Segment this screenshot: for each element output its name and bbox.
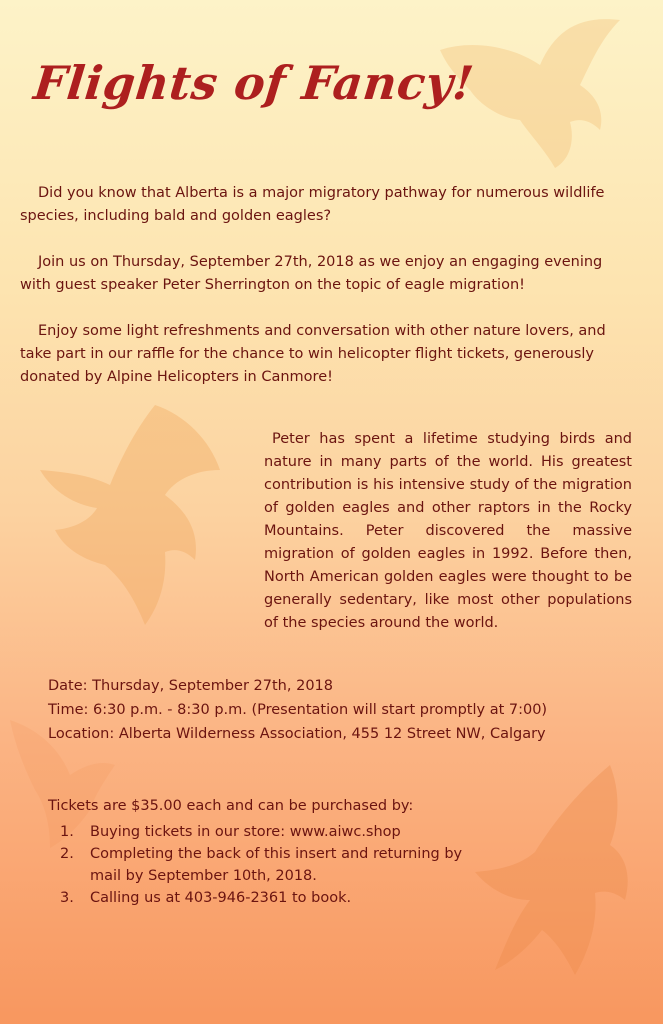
- intro-paragraph-event: Join us on Thursday, September 27th, 2018 as we enjoy an engaging evening with guest speaker Peter Sherrington on the topic of eagle migration!: [20, 254, 603, 293]
- list-number: 3.: [60, 890, 74, 906]
- eagle-silhouette-middle-icon: [35, 400, 235, 630]
- page-title: Flights of Fancy!: [31, 56, 477, 110]
- tickets-intro: Tickets are $35.00 each and can be purchased by:: [48, 798, 414, 814]
- intro-paragraph-migration: Did you know that Alberta is a major migratory pathway for numerous wildlife species, including bald and golden eagles?: [20, 185, 605, 224]
- tickets-section: [48, 794, 488, 909]
- list-item: [48, 887, 488, 909]
- list-item: [48, 821, 488, 843]
- ticket-options-list: [48, 821, 488, 909]
- list-text: Buying tickets in our store: www.aiwc.shop: [90, 824, 401, 840]
- event-time: Time: 6:30 p.m. - 8:30 p.m. (Presentation will start promptly at 7:00): [48, 702, 548, 718]
- list-text: Calling us at 403-946-2361 to book.: [90, 890, 352, 906]
- event-date: Date: Thursday, September 27th, 2018: [48, 678, 333, 694]
- list-item: [48, 843, 488, 887]
- list-text: Completing the back of this insert and returning by mail by September 10th, 2018.: [90, 846, 463, 884]
- list-number: 2.: [60, 846, 74, 862]
- speaker-bio: Peter has spent a lifetime studying birds and nature in many parts of the world. His greatest contribution is his intensive study of the migration of golden eagles and other raptors in the Rocky Mountains. Peter discovered the massive migration of golden eagles in 1992. Before then, North American golden eagles were thought to be generally sedentary, like most other populations of the species around the world.: [264, 431, 632, 631]
- intro-paragraph-refreshments: Enjoy some light refreshments and conversation with other nature lovers, and take part in our raffle for the chance to win helicopter flight tickets, generously donated by Alpine Helicopters in Canmore!: [20, 323, 606, 385]
- event-details: [48, 674, 628, 746]
- event-location: Location: Alberta Wilderness Association, 455 12 Street NW, Calgary: [48, 726, 546, 742]
- list-number: 1.: [60, 824, 74, 840]
